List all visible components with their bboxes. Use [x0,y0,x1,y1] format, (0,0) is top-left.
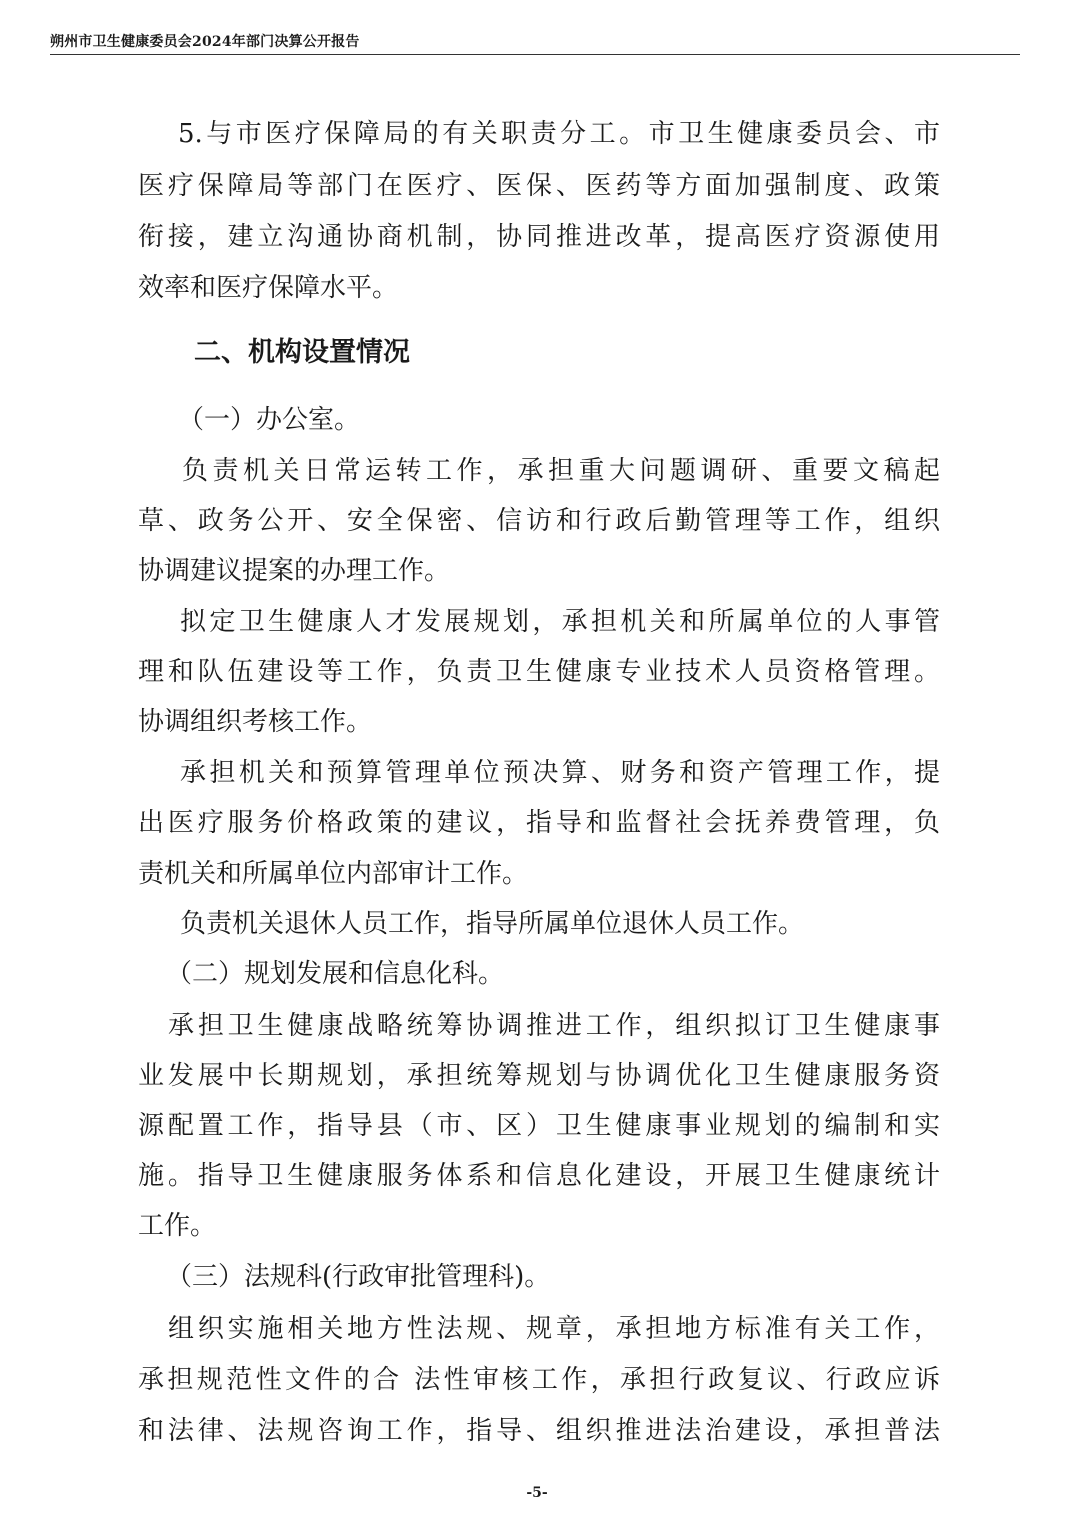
paragraph-line: 工作。 [138,1211,217,1241]
paragraph-line: 理和队伍建设等工作，负责卫生健康专业技术人员资格管理。 [138,657,940,687]
paragraph-line: 协调组织考核工作。 [138,707,373,737]
paragraph-line: 医疗保障局等部门在医疗、医保、医药等方面加强制度、政策 [138,171,940,201]
subsection-title: （一）办公室。 [178,405,361,435]
page-number: -5- [526,1485,548,1501]
page-header-title: 朔州市卫生健康委员会2024年部门决算公开报告 [50,34,360,50]
paragraph-line: 5.与市医疗保障局的有关职责分工。市卫生健康委员会、市 [178,119,940,149]
section-heading: 二、机构设置情况 [194,337,410,368]
subsection-title: （二）规划发展和信息化科。 [166,959,505,989]
paragraph-line: 组织实施相关地方性法规、规章，承担地方标准有关工作， [168,1314,940,1344]
header-divider [50,54,1020,55]
paragraph-line: 协调建议提案的办理工作。 [138,556,451,586]
paragraph-line: 衔接，建立沟通协商机制，协同推进改革，提高医疗资源使用 [138,222,940,252]
paragraph-line: 草、政务公开、安全保密、信访和行政后勤管理等工作，组织 [138,506,940,536]
paragraph-line: 出医疗服务价格政策的建议，指导和监督社会抚养费管理，负 [138,808,940,838]
paragraph-line: 承担规范性文件的合 法性审核工作，承担行政复议、行政应诉 [138,1365,940,1395]
paragraph-line: 和法律、法规咨询工作，指导、组织推进法治建设，承担普法 [138,1416,940,1446]
paragraph-line: 承担机关和预算管理单位预决算、财务和资产管理工作，提 [180,758,940,788]
paragraph-line: 拟定卫生健康人才发展规划，承担机关和所属单位的人事管 [180,607,940,637]
paragraph-line: 施。指导卫生健康服务体系和信息化建设，开展卫生健康统计 [138,1161,940,1191]
paragraph-line: 效率和医疗保障水平。 [138,273,399,303]
paragraph-line: 承担卫生健康战略统筹协调推进工作，组织拟订卫生健康事 [168,1011,940,1041]
paragraph-line: 负责机关退休人员工作，指导所属单位退休人员工作。 [180,909,805,939]
paragraph-line: 源配置工作，指导县（市、区）卫生健康事业规划的编制和实 [138,1111,940,1141]
paragraph-line: 业发展中长期规划，承担统筹规划与协调优化卫生健康服务资 [138,1061,940,1091]
paragraph-line: 负责机关日常运转工作，承担重大问题调研、重要文稿起 [182,456,940,486]
paragraph-line: 责机关和所属单位内部审计工作。 [138,859,529,889]
subsection-title: （三）法规科(行政审批管理科)。 [166,1262,551,1292]
